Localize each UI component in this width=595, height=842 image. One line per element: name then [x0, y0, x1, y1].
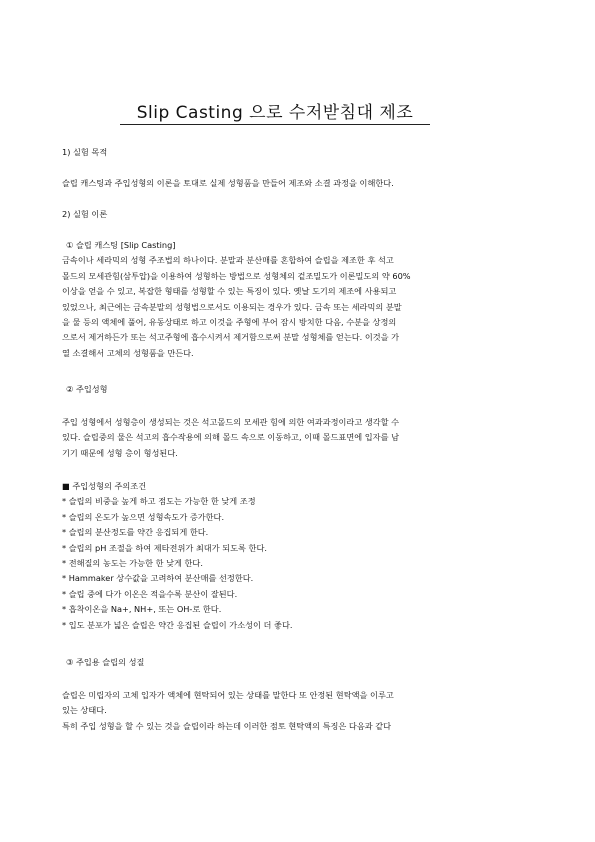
- list-item: * 슬립의 비중을 높게 하고 점도는 가능한 한 낮게 조정: [62, 496, 256, 507]
- section-heading: 2) 실험 이론: [62, 209, 108, 219]
- paragraph-line: 있었으나, 최근에는 금속분말의 성형법으로서도 이용되는 경우가 있다. 금속 또는 세라믹의 분말: [62, 301, 402, 312]
- subsection-slip-properties-heading: [62, 655, 532, 670]
- paragraph-line: 열 소결해서 고체의 성형품을 만든다.: [62, 347, 194, 358]
- conditions-heading: ■ 주입성형의 주의조건: [62, 481, 147, 491]
- list-item: * 입도 분포가 넓은 슬립은 약간 응집된 슬립이 가소성이 더 좋다.: [62, 619, 293, 630]
- section-1-body: [62, 176, 532, 191]
- paragraph-line: 을 물 등의 액체에 풀어, 유동상태로 하고 이것을 주형에 부어 잠시 방치한 다음, 수분을 상정의: [62, 316, 397, 327]
- document-title: Slip Casting 으로 수저받침대 제조: [136, 103, 414, 123]
- paragraph-line: 있는 상태다.: [62, 705, 107, 716]
- section-2-heading: [62, 207, 532, 222]
- paragraph-line: 이상을 얻을 수 있고, 복잡한 형태를 성형할 수 있는 특징이 있다. 옛날 도기의 제조에 사용되고: [62, 286, 397, 297]
- list-item: * 슬립의 온도가 높으면 성형속도가 증가한다.: [62, 511, 225, 522]
- section-1-heading: [62, 145, 532, 160]
- section-heading: 1) 실험 목적: [62, 147, 108, 157]
- paragraph-line: 으로서 제거하든가 또는 석고주형에 흡수시켜서 제거함으로써 분말 성형체를 얻는다. 이것을 가: [62, 332, 400, 343]
- title-underline: [120, 124, 430, 125]
- subsection-heading: ② 주입성형: [66, 384, 108, 394]
- list-item: * 슬립의 pH 조절을 하여 제타전위가 최대가 되도록 한다.: [62, 542, 267, 553]
- paragraph-line: 주입 성형에서 성형층이 생성되는 것은 석고몰드의 모세관 힘에 의한 여과과정이라고 생각할 수: [62, 417, 400, 427]
- paragraph-line: 금속이나 세라믹의 성형 주조법의 하나이다. 분말과 분산매를 혼합하여 슬립을 제조한 후 석고: [62, 255, 394, 266]
- conditions-list: [62, 479, 532, 633]
- list-item: * 흡착이온을 Na+, NH+, 또는 OH-로 한다.: [62, 604, 222, 615]
- subsection-heading: ③ 주입용 슬립의 성질: [66, 657, 145, 667]
- paragraph-line: 몰드의 모세관힘(삼투압)을 이용하여 성형하는 방법으로 성형체의 겉조밀도가 이론밀도의 약 60%: [62, 270, 411, 281]
- subsection-molding-body: [62, 415, 532, 461]
- list-item: * Hammaker 상수값을 고려하여 분산매를 선정한다.: [62, 573, 254, 584]
- paragraph-line: 있다. 슬립중의 물은 석고의 흡수작용에 의해 몰드 속으로 이동하고, 이때 몰드표면에 입자를 남: [62, 432, 399, 443]
- paragraph-line: 슬립 캐스팅과 주입성형의 이론을 토대로 실제 성형품을 만들어 제조와 소결 과정을 이해한다.: [62, 178, 394, 188]
- subsection-slip-casting: [62, 238, 532, 361]
- paragraph-line: 특히 주입 성형을 할 수 있는 것을 슬립이라 하는데 이러한 점토 현탁액의 특징은 다음과 같다: [62, 720, 392, 731]
- paragraph-line: 슬립은 미립자의 고체 입자가 액체에 현탁되어 있는 상태를 말한다 또 안정된 현탁액을 이루고: [62, 690, 394, 700]
- list-item: * 슬립 중에 다가 이온은 적을수록 분산이 잘된다.: [62, 588, 238, 599]
- subsection-slip-properties-body: [62, 688, 532, 734]
- list-item: * 슬립의 분산정도를 약간 응집되게 한다.: [62, 527, 209, 538]
- subsection-heading: ① 슬립 캐스팅 [Slip Casting]: [66, 240, 176, 250]
- list-item: * 전해질의 농도는 가능한 한 낮게 한다.: [62, 557, 203, 568]
- paragraph-line: 기기 때문에 성형 층이 형성된다.: [62, 447, 178, 458]
- subsection-slip-casting-molding: [62, 382, 532, 397]
